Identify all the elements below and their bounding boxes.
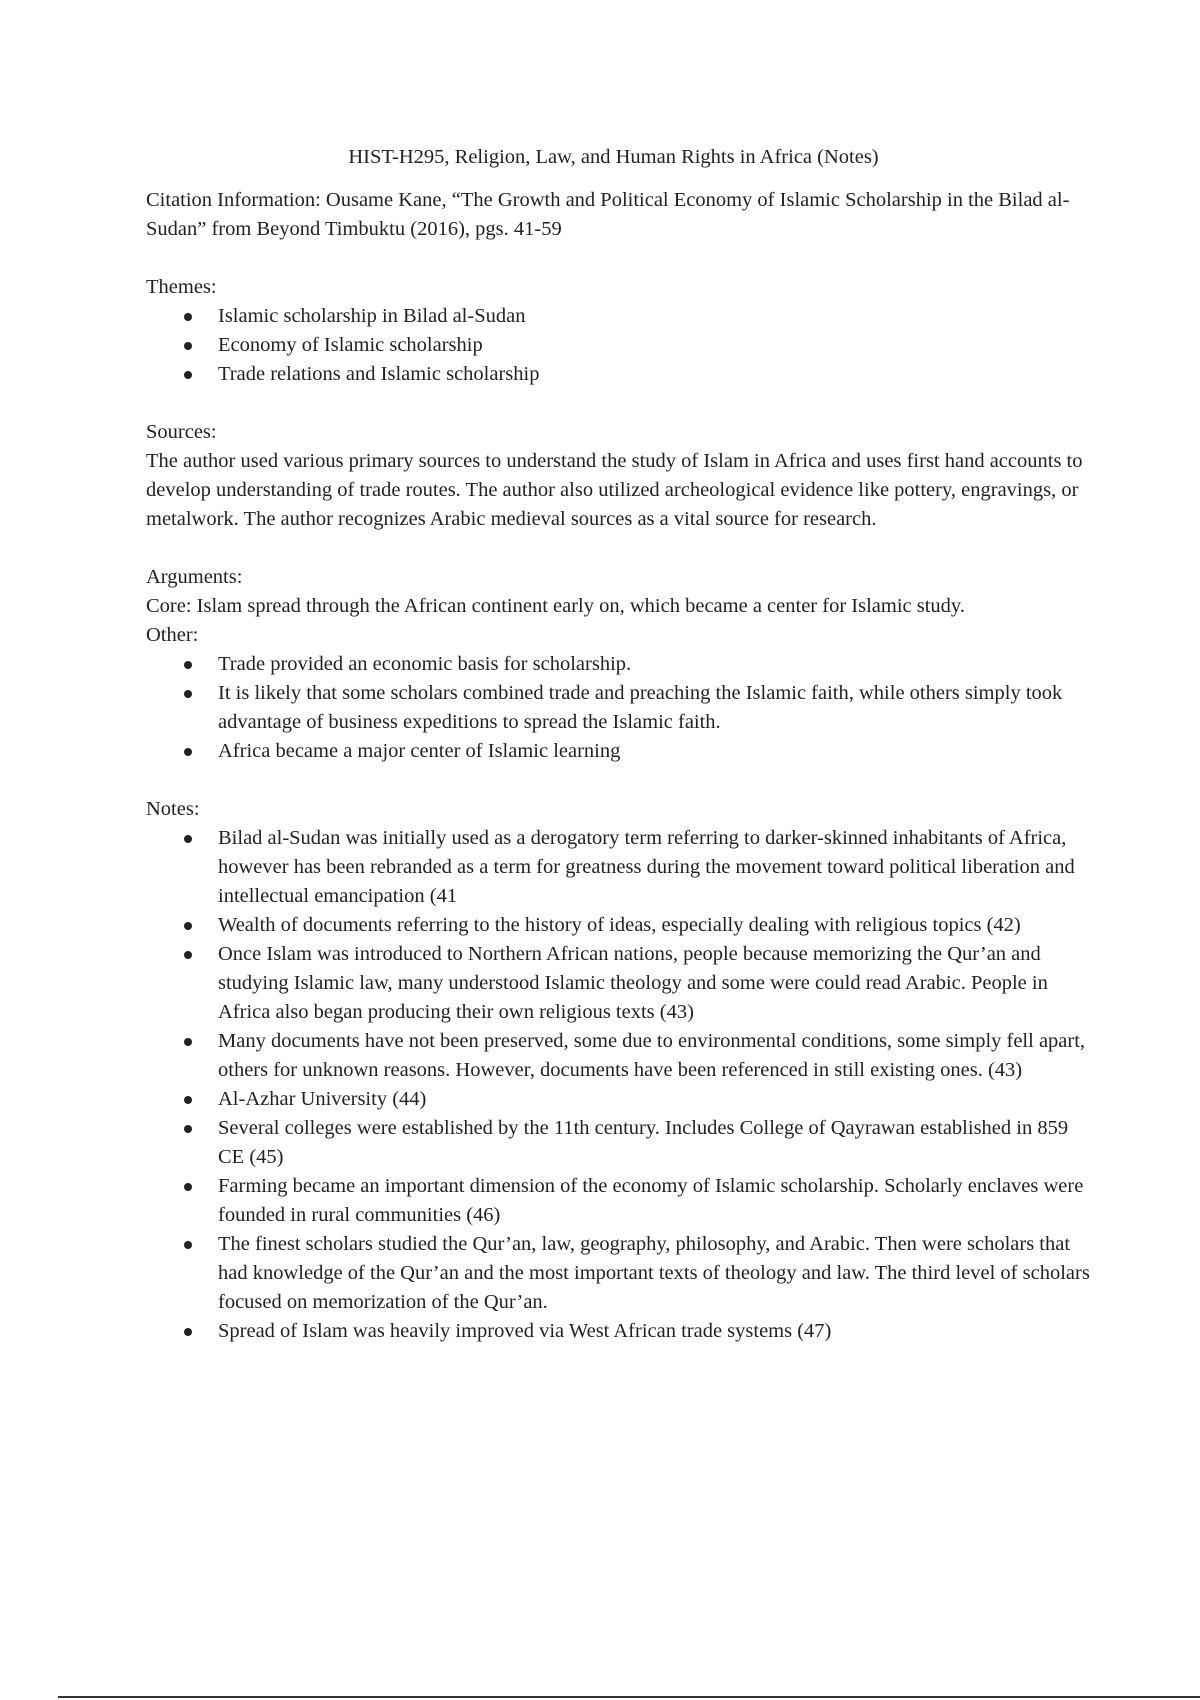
list-item: Africa became a major center of Islamic learning (146, 737, 1091, 766)
list-item: Islamic scholarship in Bilad al-Sudan (146, 302, 1091, 331)
spacer (146, 244, 1091, 273)
list-item: The finest scholars studied the Qur’an, law, geography, philosophy, and Arabic. Then were scholars that had knowledge of the Qur’an and the most important texts of theology and law. The third level of scholars focused on memorization of the Qur’an. (146, 1230, 1091, 1317)
sources-heading: Sources: (146, 421, 217, 443)
notes-heading: Notes: (146, 798, 200, 820)
list-item: Once Islam was introduced to Northern African nations, people because memorizing the Qur’an and studying Islamic law, many understood Islamic theology and some were could read Arabic. People in Africa also began producing their own religious texts (43) (146, 940, 1091, 1027)
list-item: Several colleges were established by the 11th century. Includes College of Qayrawan established in 859 CE (45) (146, 1114, 1091, 1172)
bullet-icon (184, 690, 192, 698)
sources-section (146, 418, 1091, 534)
page-bottom-rule (58, 1696, 1200, 1698)
notes-section (146, 795, 1091, 1346)
list-item: Many documents have not been preserved, some due to environmental conditions, some simply fell apart, others for unknown reasons. However, documents have been referenced in still existing ones. (43) (146, 1027, 1091, 1085)
list-item: Wealth of documents referring to the history of ideas, especially dealing with religious topics (42) (146, 911, 1091, 940)
arguments-section (146, 563, 1091, 766)
list-item: Economy of Islamic scholarship (146, 331, 1091, 360)
other-arguments-label: Other: (146, 624, 199, 646)
sources-text: The author used various primary sources to understand the study of Islam in Africa and uses first hand accounts to develop understanding of trade routes. The author also utilized archeological evidence like pottery, engravings, or metalwork. The author recognizes Arabic medieval sources as a vital source for research. (146, 450, 1083, 530)
bullet-icon (184, 1328, 192, 1336)
bullet-icon (184, 1241, 192, 1249)
themes-heading: Themes: (146, 276, 217, 298)
spacer (146, 534, 1091, 563)
citation-text: Citation Information: Ousame Kane, “The Growth and Political Economy of Islamic Scholarship in the Bilad al-Sudan” from Beyond Timbuktu (2016), pgs. 41-59 (146, 189, 1070, 240)
spacer (146, 766, 1091, 795)
document-title: HIST-H295, Religion, Law, and Human Rights in Africa (Notes) (348, 146, 879, 168)
bullet-icon (184, 922, 192, 930)
arguments-heading: Arguments: (146, 566, 243, 588)
arguments-list (146, 650, 1091, 766)
list-item: It is likely that some scholars combined trade and preaching the Islamic faith, while others simply took advantage of business expeditions to spread the Islamic faith. (146, 679, 1091, 737)
bullet-icon (184, 835, 192, 843)
bullet-icon (184, 1183, 192, 1191)
core-argument: Core: Islam spread through the African continent early on, which became a center for Islamic study. (146, 595, 965, 617)
bullet-icon (184, 371, 192, 379)
bullet-icon (184, 313, 192, 321)
bullet-icon (184, 661, 192, 669)
themes-list (146, 302, 1091, 389)
list-item: Trade provided an economic basis for scholarship. (146, 650, 1091, 679)
document-page (146, 143, 1091, 1346)
bullet-icon (184, 1125, 192, 1133)
bullet-icon (184, 748, 192, 756)
list-item: Spread of Islam was heavily improved via West African trade systems (47) (146, 1317, 1091, 1346)
list-item: Farming became an important dimension of the economy of Islamic scholarship. Scholarly enclaves were founded in rural communities (46) (146, 1172, 1091, 1230)
bullet-icon (184, 1038, 192, 1046)
themes-section (146, 273, 1091, 389)
spacer (146, 389, 1091, 418)
bullet-icon (184, 951, 192, 959)
list-item: Bilad al-Sudan was initially used as a derogatory term referring to darker-skinned inhabitants of Africa, however has been rebranded as a term for greatness during the movement toward political liberation and intellectual emancipation (41 (146, 824, 1091, 911)
notes-list (146, 824, 1091, 1346)
list-item: Al-Azhar University (44) (146, 1085, 1091, 1114)
bullet-icon (184, 342, 192, 350)
bullet-icon (184, 1096, 192, 1104)
list-item: Trade relations and Islamic scholarship (146, 360, 1091, 389)
